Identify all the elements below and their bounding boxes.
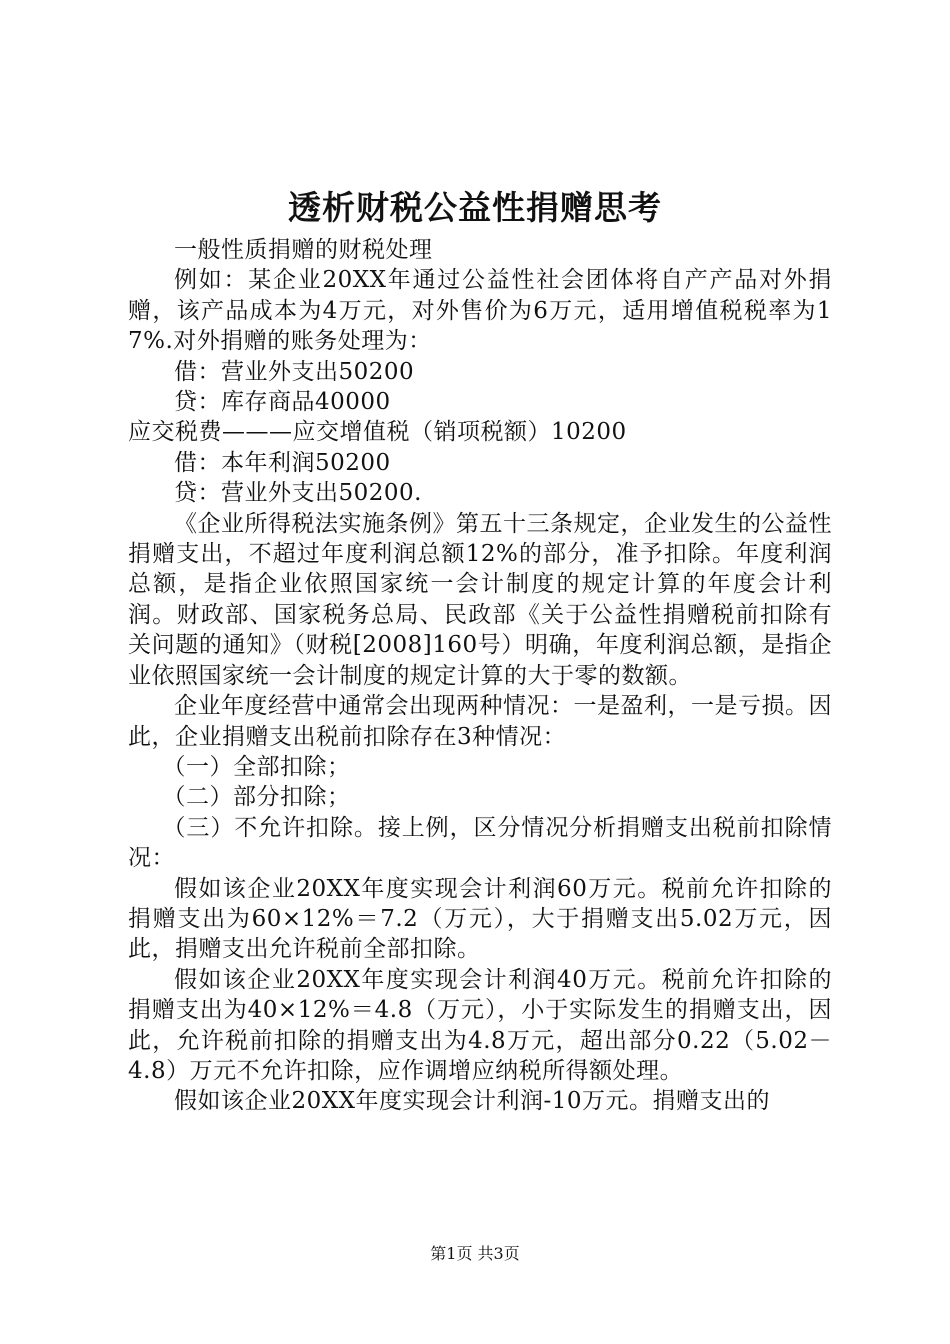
paragraph: 《企业所得税法实施条例》第五十三条规定，企业发生的公益性捐赠支出，不超过年度利润总额12%的部分，准予扣除。年度利润总额，是指企业依照国家统一会计制度的规定计算的年度会计利润。财政部、国家税务总局、民政部《关于公益性捐赠税前扣除有关问题的通知》（财税[2008]160号）明确，年度利润总额，是指企业依照国家统一会计制度的规定计算的大于零的数额。 xyxy=(128,510,832,689)
paragraph-entry: 借：营业外支出50200 xyxy=(174,358,415,385)
paragraph: 企业年度经营中通常会出现两种情况：一是盈利，一是亏损。因此，企业捐赠支出税前扣除存在3种情况： xyxy=(128,693,832,750)
paragraph-entry: 借：本年利润50200 xyxy=(174,449,391,476)
paragraph: 假如该企业20XX年度实现会计利润60万元。税前允许扣除的捐赠支出为60×12%＝7.2（万元），大于捐赠支出5.02万元，因此，捐赠支出允许税前全部扣除。 xyxy=(128,875,832,963)
paragraph: 假如该企业20XX年度实现会计利润-10万元。捐赠支出的 xyxy=(174,1088,771,1115)
paragraph-entry: 应交税费———应交增值税（销项税额）10200 xyxy=(128,419,627,446)
paragraph-list-item: （三）不允许扣除。接上例，区分情况分析捐赠支出税前扣除情况： xyxy=(128,814,832,872)
paragraph-list-item: （一）全部扣除； xyxy=(162,753,351,780)
paragraph-entry: 贷：营业外支出50200. xyxy=(174,480,422,507)
paragraph-entry: 贷：库存商品40000 xyxy=(174,389,391,416)
paragraph: 例如：某企业20XX年通过公益性社会团体将自产产品对外捐赠，该产品成本为4万元，对外售价为6万元，适用增值税税率为17%.对外捐赠的账务处理为： xyxy=(128,267,832,355)
paragraph: 假如该企业20XX年度实现会计利润40万元。税前允许扣除的捐赠支出为40×12%＝4.8（万元），小于实际发生的捐赠支出，因此，允许税前扣除的捐赠支出为4.8万元，超出部分0.22（5.02－4.8）万元不允许扣除，应作调增应纳税所得额处理。 xyxy=(128,966,832,1084)
paragraph-list-item: （二）部分扣除； xyxy=(162,784,351,811)
page-footer: 第1页 共3页 xyxy=(430,1244,520,1263)
paragraph-heading: 一般性质捐赠的财税处理 xyxy=(174,237,433,263)
document-body xyxy=(128,235,832,1117)
document-title: 透析财税公益性捐赠思考 xyxy=(288,188,662,227)
